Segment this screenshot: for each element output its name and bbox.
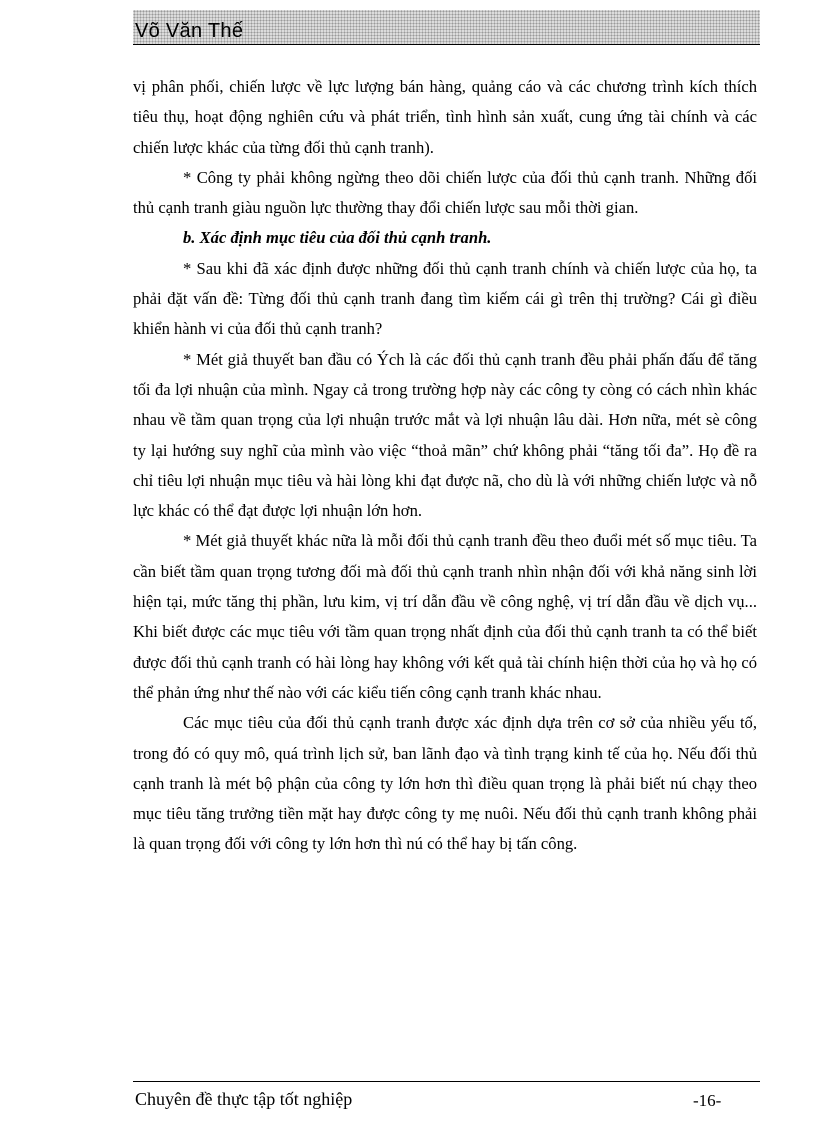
- paragraph-profit-hypothesis: * Mét giả thuyết ban đầu có Ých là các đối thủ cạnh tranh đều phải phấn đấu để tăng tối đa lợi nhuận của mình. Ngay cả trong trường hợp này các công ty còng có cách nhìn khác nhau về tầm quan trọng của lợi nhuận trước mắt và lợi nhuận lâu dài. Hơn nữa, mét sè công ty lại hướng suy nghĩ của mình vào việc “thoả mãn” chứ không phải “tăng tối đa”. Họ đề ra chỉ tiêu lợi nhuận mục tiêu và hài lòng khi đạt được nã, cho dù là với những chiến lược và nỗ lực khác có thể đạt được lợi nhuận lớn hơn.: [133, 349, 757, 521]
- footer-divider: [133, 1081, 760, 1082]
- footer-title: Chuyên đề thực tập tốt nghiệp: [135, 1089, 353, 1109]
- page-header: [133, 10, 760, 45]
- paragraph-monitor-strategy: * Công ty phải không ngừng theo dõi chiến lược của đối thủ cạnh tranh. Những đối thủ cạnh tranh giàu nguồn lực thường thay đổi chiến lược sau mỗi thời gian.: [133, 167, 757, 218]
- paragraph-objective-factors: Các mục tiêu của đối thủ cạnh tranh được xác định dựa trên cơ sở của nhiều yếu tố, trong đó có quy mô, quá trình lịch sử, ban lãnh đạo và tình trạng kinh tế của họ. Nếu đối thủ cạnh tranh là mét bộ phận của công ty lớn hơn thì điều quan trọng là phải biết nú chạy theo mục tiêu tăng trưởng tiền mặt hay được công ty mẹ nuôi. Nếu đối thủ cạnh tranh không phải là quan trọng đối với công ty lớn hơn thì nú có thể hay bị tấn công.: [133, 713, 757, 854]
- paragraph-multiple-objectives: * Mét giả thuyết khác nữa là mỗi đối thủ cạnh tranh đều theo đuổi mét số mục tiêu. Ta cần biết tầm quan trọng tương đối mà đối thủ cạnh tranh nhìn nhận đối với khả năng sinh lời hiện tại, mức tăng thị phần, lưu kim, vị trí dẫn đầu về công nghệ, vị trí dẫn đầu về dịch vụ... Khi biết được các mục tiêu với tầm quan trọng nhất định của đối thủ cạnh tranh ta có thể biết được đối thủ cạnh tranh có hài lòng hay không với kết quả tài chính hiện thời của họ và họ có thể phản ứng như thế nào với các kiểu tiến công cạnh tranh khác nhau.: [133, 531, 757, 702]
- header-author: Võ Văn Thế: [135, 20, 244, 42]
- page-number: -16-: [693, 1091, 722, 1110]
- section-heading-b: b. Xác định mục tiêu của đối thủ cạnh tranh.: [183, 228, 492, 248]
- paragraph-continued: vị phân phối, chiến lược về lực lượng bán hàng, quảng cáo và các chương trình kích thích tiêu thụ, hoạt động nghiên cứu và phát triển, tình hình sản xuất, cung ứng tài chính và các chiến lược khác của từng đối thủ cạnh tranh).: [133, 77, 757, 157]
- document-body: [133, 72, 757, 860]
- paragraph-competitor-goals: * Sau khi đã xác định được những đối thủ cạnh tranh chính và chiến lược của họ, ta phải đặt vấn đề: Từng đối thủ cạnh tranh đang tìm kiếm cái gì trên thị trường? Cái gì điều khiển hành vi của đối thủ cạnh tranh?: [133, 258, 757, 339]
